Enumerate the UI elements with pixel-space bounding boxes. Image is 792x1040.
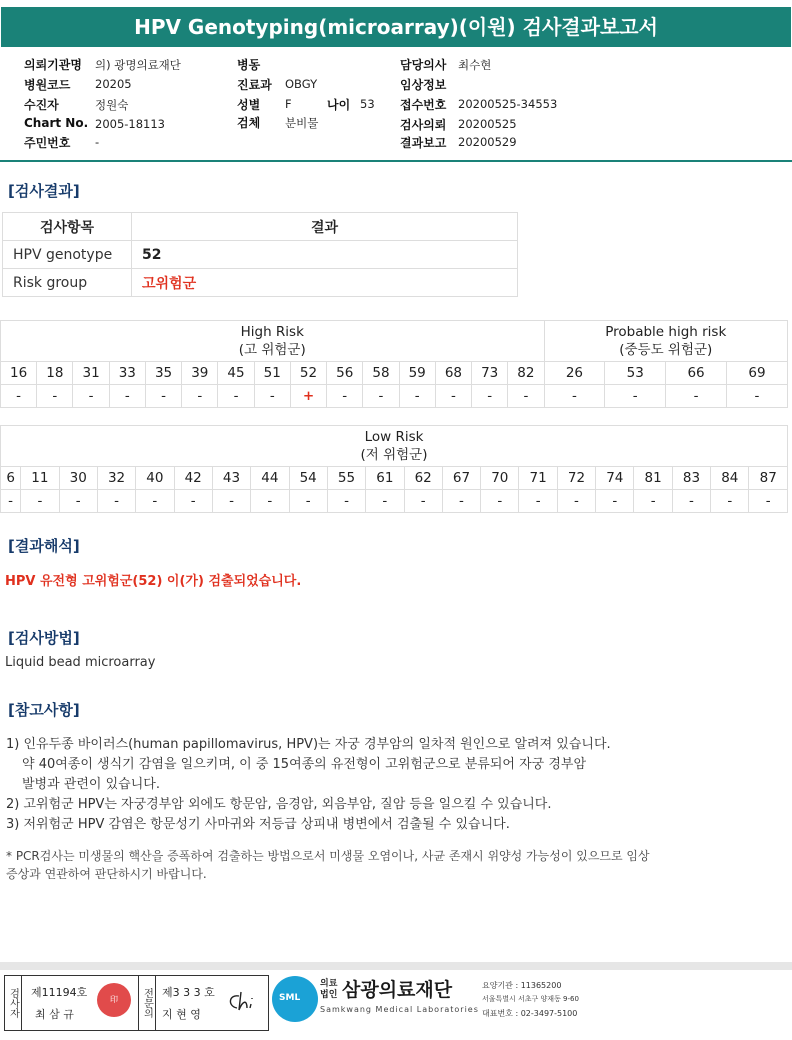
genotype-result-3: - (726, 385, 787, 408)
doctor-label: 담당의사 (400, 58, 447, 72)
genotype-result-11: - (404, 490, 442, 513)
requester-value: 의) 광명의료재단 (95, 58, 181, 72)
seal-icon: 印 (97, 983, 131, 1017)
genotype-result-10: - (366, 490, 404, 513)
genotype-result-13: - (472, 385, 508, 408)
genotype-result-11: - (399, 385, 435, 408)
resident-label: 주민번호 (24, 136, 71, 150)
receipt-label: 접수번호 (400, 98, 447, 112)
genotype-cell-12: 67 (442, 467, 480, 490)
low-risk-table (0, 425, 788, 513)
report-title: HPV Genotyping(microarray)(이원) 검사결과보고서 (1, 7, 791, 47)
genotype-cell-6: 45 (218, 362, 254, 385)
method-section-title: [검사방법] (8, 629, 80, 647)
sex-value: F (285, 97, 292, 111)
note-2: 2) 고위험군 HPV는 자궁경부암 외에도 항문암, 음경암, 외음부암, 질암 등을 일으킬 수 있습니다. (6, 797, 552, 812)
method-text: Liquid bead microarray (5, 655, 156, 670)
genotype-cell-4: 35 (145, 362, 181, 385)
genotype-result-0: - (544, 385, 605, 408)
genotype-result-7: - (254, 385, 290, 408)
genotype-cell-17: 81 (634, 467, 672, 490)
report-date-value: 20200529 (458, 135, 517, 149)
footer-divider (0, 962, 792, 970)
patient-info-block (0, 50, 792, 162)
high-risk-subtitle: (고 위험군) (238, 342, 306, 358)
genotype-result-6: - (212, 490, 250, 513)
genotype-result-6: - (218, 385, 254, 408)
genotype-result-9: - (327, 490, 365, 513)
low-risk-subtitle: (저 위험군) (360, 447, 428, 463)
genotype-cell-19: 84 (711, 467, 749, 490)
examiner-license: 제11194호 (31, 986, 88, 999)
note-3: 3) 저위험군 HPV 감염은 항문성기 사마귀와 저등급 상피내 병변에서 검출될 수 있습니다. (6, 817, 510, 832)
genotype-cell-10: 58 (363, 362, 399, 385)
genotype-cell-13: 73 (472, 362, 508, 385)
footnote-line-2: 증상과 연관하여 판단하시기 바랍니다. (6, 867, 207, 881)
note-1a: 1) 인유두종 바이러스(human papillomavirus, HPV)는 자궁 경부암의 일차적 원인으로 알려져 있습니다. (6, 737, 611, 752)
genotype-result-3: - (97, 490, 135, 513)
hospital-code-label: 병원코드 (24, 78, 71, 92)
genotype-cell-14: 71 (519, 467, 557, 490)
genotype-result-4: - (145, 385, 181, 408)
table-row (3, 269, 518, 297)
genotype-result-2: - (59, 490, 97, 513)
genotype-result-5: - (174, 490, 212, 513)
genotype-cell-11: 59 (399, 362, 435, 385)
genotype-cell-8: 52 (290, 362, 326, 385)
genotype-result-14: - (519, 490, 557, 513)
request-date-value: 20200525 (458, 117, 517, 131)
genotype-cell-5: 39 (182, 362, 218, 385)
signature-box (4, 975, 269, 1031)
genotype-cell-0: 6 (1, 467, 21, 490)
request-date-label: 검사의뢰 (400, 118, 447, 132)
low-risk-title: Low Risk (364, 429, 424, 445)
genotype-cell-2: 30 (59, 467, 97, 490)
genotype-cell-7: 51 (254, 362, 290, 385)
genotype-cell-3: 33 (109, 362, 145, 385)
genotype-cell-1: 53 (605, 362, 666, 385)
genotype-cell-3: 69 (726, 362, 787, 385)
footnote-line-1: * PCR검사는 미생물의 핵산을 증폭하여 검출하는 방법으로서 미생물 오염이나, 사균 존재시 위양성 가능성이 있으므로 임상 (6, 849, 650, 863)
chart-label: Chart No. (24, 116, 89, 130)
clinical-label: 임상정보 (400, 78, 447, 92)
age-label: 나이 (327, 98, 351, 112)
footnote (6, 847, 776, 883)
genotype-result-20: - (749, 490, 788, 513)
genotype-cell-13: 70 (481, 467, 519, 490)
result-table (2, 212, 518, 297)
logo-text: SML (279, 993, 301, 1003)
genotype-cell-12: 68 (435, 362, 471, 385)
high-risk-header (1, 321, 545, 362)
patient-label: 수진자 (24, 98, 59, 112)
hospital-code-value: 20205 (95, 77, 132, 91)
ward-label: 병동 (237, 58, 261, 72)
high-risk-table (0, 320, 788, 408)
sex-label: 성별 (237, 98, 261, 112)
genotype-result-16: - (596, 490, 634, 513)
genotype-cell-3: 32 (97, 467, 135, 490)
genotype-result-10: - (363, 385, 399, 408)
requester-label: 의뢰기관명 (24, 58, 82, 72)
genotype-result-4: - (136, 490, 174, 513)
genotype-cell-0: 16 (1, 362, 37, 385)
genotype-result-12: - (442, 490, 480, 513)
genotype-result-0: - (1, 385, 37, 408)
genotype-cell-0: 26 (544, 362, 605, 385)
note-1c: 발병과 관련이 있습니다. (22, 777, 160, 792)
high-risk-title: High Risk (240, 324, 304, 340)
genotype-result-0: - (1, 490, 21, 513)
doctor-value: 최수현 (458, 58, 492, 72)
genotype-result-2: - (73, 385, 109, 408)
genotype-cell-9: 55 (327, 467, 365, 490)
receipt-value: 20200525-34553 (458, 97, 558, 111)
age-value: 53 (360, 97, 375, 111)
notes-list (6, 735, 611, 835)
resident-value: - (95, 135, 100, 149)
probable-risk-title: Probable high risk (605, 324, 727, 340)
genotype-result-7: - (251, 490, 289, 513)
sml-logo-icon (272, 976, 318, 1022)
genotype-result-9: - (327, 385, 363, 408)
genotype-cell-1: 18 (37, 362, 73, 385)
patient-value: 정원숙 (95, 98, 129, 112)
chart-value: 2005-18113 (95, 117, 165, 131)
results-section-title: [검사결과] (8, 182, 80, 200)
genotype-result-2: - (666, 385, 727, 408)
row-name: HPV genotype (3, 241, 132, 269)
genotype-result-12: - (435, 385, 471, 408)
company-address: 서울특별시 서초구 양재동 9-60 (482, 995, 579, 1003)
specialist-license: 제3 3 3 호 (162, 986, 215, 999)
col-header-item: 검사항목 (3, 213, 132, 241)
genotype-cell-20: 87 (749, 467, 788, 490)
genotype-result-18: - (672, 490, 710, 513)
genotype-result-8: - (289, 490, 327, 513)
genotype-result-15: - (557, 490, 595, 513)
specialist-name: 지 현 영 (162, 1008, 201, 1021)
dept-label: 진료과 (237, 78, 272, 92)
notes-section-title: [참고사항] (8, 701, 80, 719)
genotype-result-13: - (481, 490, 519, 513)
col-header-result: 결과 (132, 213, 518, 241)
genotype-cell-2: 31 (73, 362, 109, 385)
table-row (3, 241, 518, 269)
genotype-cell-6: 43 (212, 467, 250, 490)
genotype-cell-5: 42 (174, 467, 212, 490)
corp-label: 의료법인 (320, 979, 338, 1000)
row-name: Risk group (3, 269, 132, 297)
specimen-label: 검체 (237, 116, 261, 130)
genotype-result-5: - (182, 385, 218, 408)
genotype-cell-14: 82 (508, 362, 544, 385)
genotype-cell-11: 62 (404, 467, 442, 490)
probable-risk-subtitle: (중등도 위험군) (619, 342, 713, 358)
specimen-value: 분비물 (285, 116, 319, 130)
genotype-cell-1: 11 (21, 467, 59, 490)
company-phone: 대표번호 : 02-3497-5100 (482, 1009, 578, 1018)
genotype-cell-15: 72 (557, 467, 595, 490)
genotype-result-1: - (21, 490, 59, 513)
company-code: 요양기관 : 11365200 (482, 981, 562, 990)
genotype-cell-9: 56 (327, 362, 363, 385)
company-name-en: Samkwang Medical Laboratories (320, 1005, 479, 1014)
genotype-cell-7: 44 (251, 467, 289, 490)
company-logo-area (270, 972, 790, 1032)
row-value: 52 (132, 241, 518, 269)
row-value: 고위험군 (132, 269, 518, 297)
examiner-name: 최 삼 규 (35, 1008, 74, 1021)
examiner-label: 검사자 (5, 976, 22, 1030)
genotype-result-1: - (37, 385, 73, 408)
genotype-cell-4: 40 (136, 467, 174, 490)
report-date-label: 결과보고 (400, 136, 447, 150)
genotype-cell-18: 83 (672, 467, 710, 490)
genotype-result-14: - (508, 385, 544, 408)
interpretation-section-title: [결과해석] (8, 537, 80, 555)
probable-risk-header (544, 321, 787, 362)
genotype-result-19: - (711, 490, 749, 513)
genotype-result-17: - (634, 490, 672, 513)
company-name: 삼광의료재단 (342, 979, 453, 1001)
note-1b: 약 40여종이 생식기 감염을 일으키며, 이 중 15여종의 유전형이 고위험군으로 분류되어 자궁 경부암 (22, 757, 587, 772)
interpretation-text: HPV 유전형 고위험군(52) 이(가) 검출되었습니다. (5, 574, 302, 589)
genotype-cell-2: 66 (666, 362, 727, 385)
dept-value: OBGY (285, 77, 318, 91)
genotype-cell-10: 61 (366, 467, 404, 490)
genotype-result-8: + (290, 385, 326, 408)
genotype-result-3: - (109, 385, 145, 408)
genotype-result-1: - (605, 385, 666, 408)
genotype-cell-16: 74 (596, 467, 634, 490)
signature-icon (225, 988, 261, 1018)
low-risk-header (1, 426, 788, 467)
genotype-cell-8: 54 (289, 467, 327, 490)
specialist-label: 전문의 (138, 976, 156, 1030)
